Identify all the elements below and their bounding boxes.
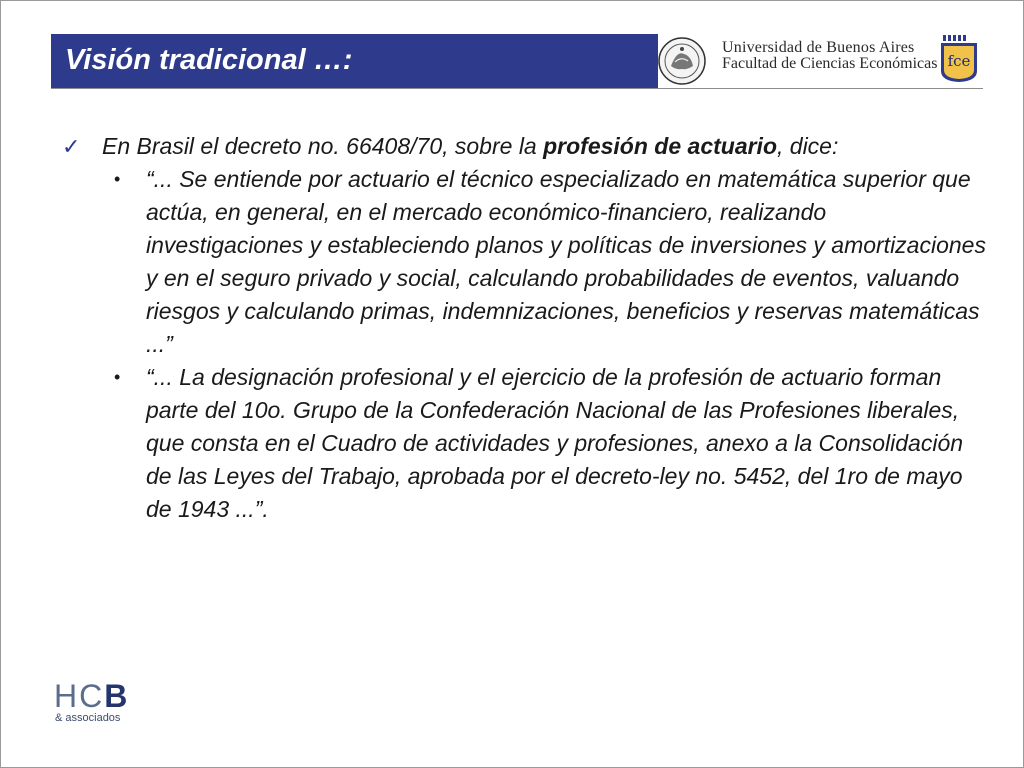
slide-title: Visión tradicional …:: [65, 44, 353, 76]
main-point-bold: profesión de actuario: [543, 133, 777, 159]
university-seal-icon: [657, 36, 707, 86]
hcb-logo-bold-letter: B: [104, 678, 130, 714]
main-point-suffix: , dice:: [777, 133, 839, 159]
bullet-icon: •: [114, 367, 121, 387]
hcb-logo-mark: [54, 680, 129, 712]
quote-item: [62, 361, 987, 526]
faculty-name: Facultad de Ciencias Económicas: [722, 55, 938, 72]
quote-item: [62, 163, 987, 361]
bullet-icon: •: [114, 169, 121, 189]
institution-name: [722, 40, 937, 72]
university-name: Universidad de Buenos Aires: [722, 39, 915, 56]
fce-logo-text: fce: [947, 52, 971, 70]
slide-body: [62, 130, 987, 526]
quote-text: “... Se entiende por actuario el técnico especializado en matemática superior que actúa, en general, en el mercado económico-financiero, realizando investigaciones y estableciendo planos y políticas de inversiones y amortizaciones y en el seguro privado y social, calculando probabilidades de eventos, valuando riesgos y calculando primas, indemnizaciones, beneficios y reservas matemáticas ...”: [146, 166, 986, 357]
checkmark-icon: ✓: [62, 134, 81, 159]
hcb-logo-subtitle: & associados: [55, 712, 121, 724]
header-divider: [51, 88, 983, 89]
main-point-prefix: En Brasil el decreto no. 66408/70, sobre la: [102, 133, 544, 159]
main-point: [62, 130, 987, 163]
quote-list: [62, 163, 987, 526]
fce-logo-icon: [938, 33, 980, 83]
title-bar: [51, 34, 658, 88]
hcb-logo-letters: HC: [54, 678, 105, 714]
quote-text: “... La designación profesional y el ejercicio de la profesión de actuario forman parte del 10o. Grupo de la Confederación Nacional de las Profesiones liberales, que consta en el Cuadro de actividades y profesiones, anexo a la Consolidación de las Leyes del Trabajo, aprobada por el decreto-ley no. 5452, del 1ro de mayo de 1943 ...”.: [146, 364, 964, 522]
hcb-logo: [54, 680, 129, 724]
